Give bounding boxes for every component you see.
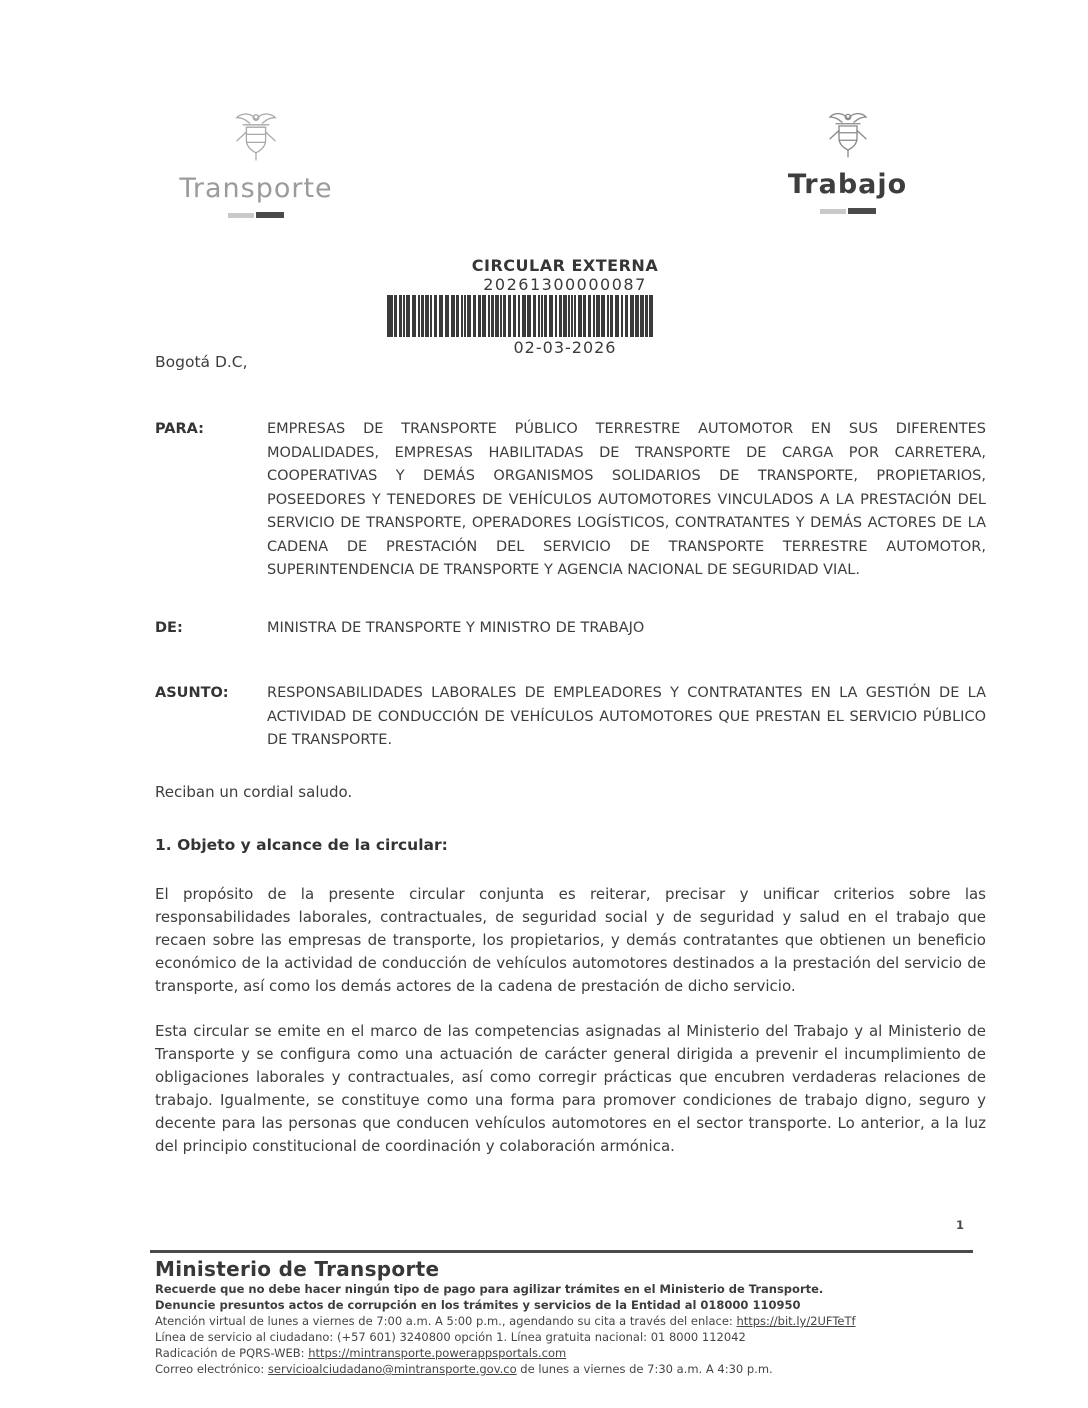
footer-entity-name: Ministerio de Transporte — [155, 1257, 440, 1281]
footer-line-prefix: Correo electrónico: — [155, 1362, 268, 1376]
trabajo-logo — [775, 108, 920, 214]
footer-line-email — [155, 1361, 1015, 1377]
section-heading: 1. Objeto y alcance de la circular: — [155, 835, 448, 854]
footer-line-prefix: Radicación de PQRS-WEB: — [155, 1346, 309, 1360]
colombia-coat-of-arms-icon — [819, 108, 877, 168]
trabajo-logo-underline — [775, 208, 920, 214]
field-asunto — [155, 682, 986, 753]
document-date: 02-03-2026 — [513, 338, 617, 357]
field-para-label: PARA: — [155, 421, 204, 437]
footer-appointment-link[interactable]: https://bit.ly/2UFTeTf — [736, 1314, 856, 1328]
document-title: CIRCULAR EXTERNA — [471, 256, 659, 275]
barcode — [387, 295, 743, 337]
paragraph-2: Esta circular se emite en el marco de las competencias asignadas al Ministerio del Trabajo y al Ministerio de Transporte y se configura como una actuación de carácter general dirigida a prevenir el incumplimiento de obligaciones laborales y contractuales, así como corregir prácticas que encubren verdaderas relaciones de trabajo. Igualmente, se constituye como una forma para promover condiciones de trabajo digno, seguro y decente para las personas que conducen vehículos automotores en el sector transporte. Lo anterior, a la luz del principio constitucional de coordinación y colaboración armónica. — [155, 1021, 986, 1155]
document-number: 20261300000087 — [483, 275, 647, 294]
field-de-label: DE: — [155, 619, 183, 636]
footer-line-phone — [155, 1329, 1015, 1345]
footer-warning-line: Recuerde que no debe hacer ningún tipo de pago para agilizar trámites en el Ministerio de Transporte. — [155, 1282, 824, 1296]
transporte-logo-label: Transporte — [179, 173, 333, 204]
letter-fields — [155, 418, 986, 753]
title-block — [385, 256, 745, 357]
page-number: 1 — [956, 1218, 965, 1232]
footer-line-pqrs — [155, 1345, 1015, 1361]
footer-pqrs-link[interactable]: https://mintransporte.powerappsportals.com — [308, 1346, 567, 1360]
footer-email-link[interactable]: servicioalciudadano@mintransporte.gov.co — [267, 1362, 517, 1376]
footer-corruption-line: Denuncie presuntos actos de corrupción en los trámites y servicios de la Entidad al 018000 110950 — [155, 1298, 801, 1312]
field-de — [155, 617, 986, 641]
field-para-text: EMPRESAS DE TRANSPORTE PÚBLICO TERRESTRE AUTOMOTOR EN SUS DIFERENTES MODALIDADES, EMPRESAS HABILITADAS DE TRANSPORTE DE CARGA POR CARRETERA, COOPERATIVAS Y DEMÁS ORGANISMOS SOLIDARIOS DE TRANSPORTE, PROPIETARIOS, POSEEDORES Y TENEDORES DE VEHÍCULOS AUTOMOTORES VINCULADOS A LA PRESTACIÓN DEL SERVICIO DE TRANSPORTE, OPERADORES LOGÍSTICOS, CONTRATANTES Y DEMÁS ACTORES DE LA CADENA DE PRESTACIÓN DEL SERVICIO DE TRANSPORTE TERRESTRE AUTOMOTOR, SUPERINTENDENCIA DE TRANSPORTE Y AGENCIA NACIONAL DE SEGURIDAD VIAL. — [267, 421, 986, 578]
field-asunto-text: RESPONSABILIDADES LABORALES DE EMPLEADORES Y CONTRATANTES EN LA GESTIÓN DE LA ACTIVIDAD DE CONDUCCIÓN DE VEHÍCULOS AUTOMOTORES QUE PRESTAN EL SERVICIO PÚBLICO DE TRANSPORTE. — [267, 685, 986, 748]
field-asunto-label: ASUNTO: — [155, 685, 229, 701]
transporte-logo-underline — [166, 212, 346, 218]
footer — [155, 1257, 1015, 1377]
greeting-line: Reciban un cordial saludo. — [155, 782, 353, 801]
transporte-logo — [166, 108, 346, 218]
field-de-text: MINISTRA DE TRANSPORTE Y MINISTRO DE TRABAJO — [267, 619, 645, 636]
colombia-coat-of-arms-icon — [225, 108, 287, 172]
trabajo-logo-label: Trabajo — [787, 169, 908, 200]
city-line: Bogotá D.C, — [155, 353, 248, 371]
letter-body — [155, 352, 986, 1158]
paragraph-1: El propósito de la presente circular conjunta es reiterar, precisar y unificar criterios sobre las responsabilidades laborales, contractuales, de seguridad social y de seguridad y salud en el trabajo que recaen sobre las empresas de transporte, los propietarios, y demás contratantes que obtienen un beneficio económico de la actividad de conducción de vehículos automotores destinados a la prestación del servicio de transporte, así como los demás actores de la cadena de prestación de dicho servicio. — [155, 884, 986, 995]
footer-line-virtual-attention — [155, 1313, 1015, 1329]
footer-line-prefix: Atención virtual de lunes a viernes de 7:00 a.m. A 5:00 p.m., agendando su cita a través del enlace: — [155, 1314, 737, 1328]
footer-line-prefix: Línea de servicio al ciudadano: (+57 601) 3240800 opción 1. Línea gratuita nacional: 01 8000 112042 — [155, 1330, 746, 1344]
footer-divider — [150, 1250, 973, 1253]
field-para — [155, 418, 986, 583]
footer-line-suffix: de lunes a viernes de 7:30 a.m. A 4:30 p.m. — [516, 1362, 773, 1376]
